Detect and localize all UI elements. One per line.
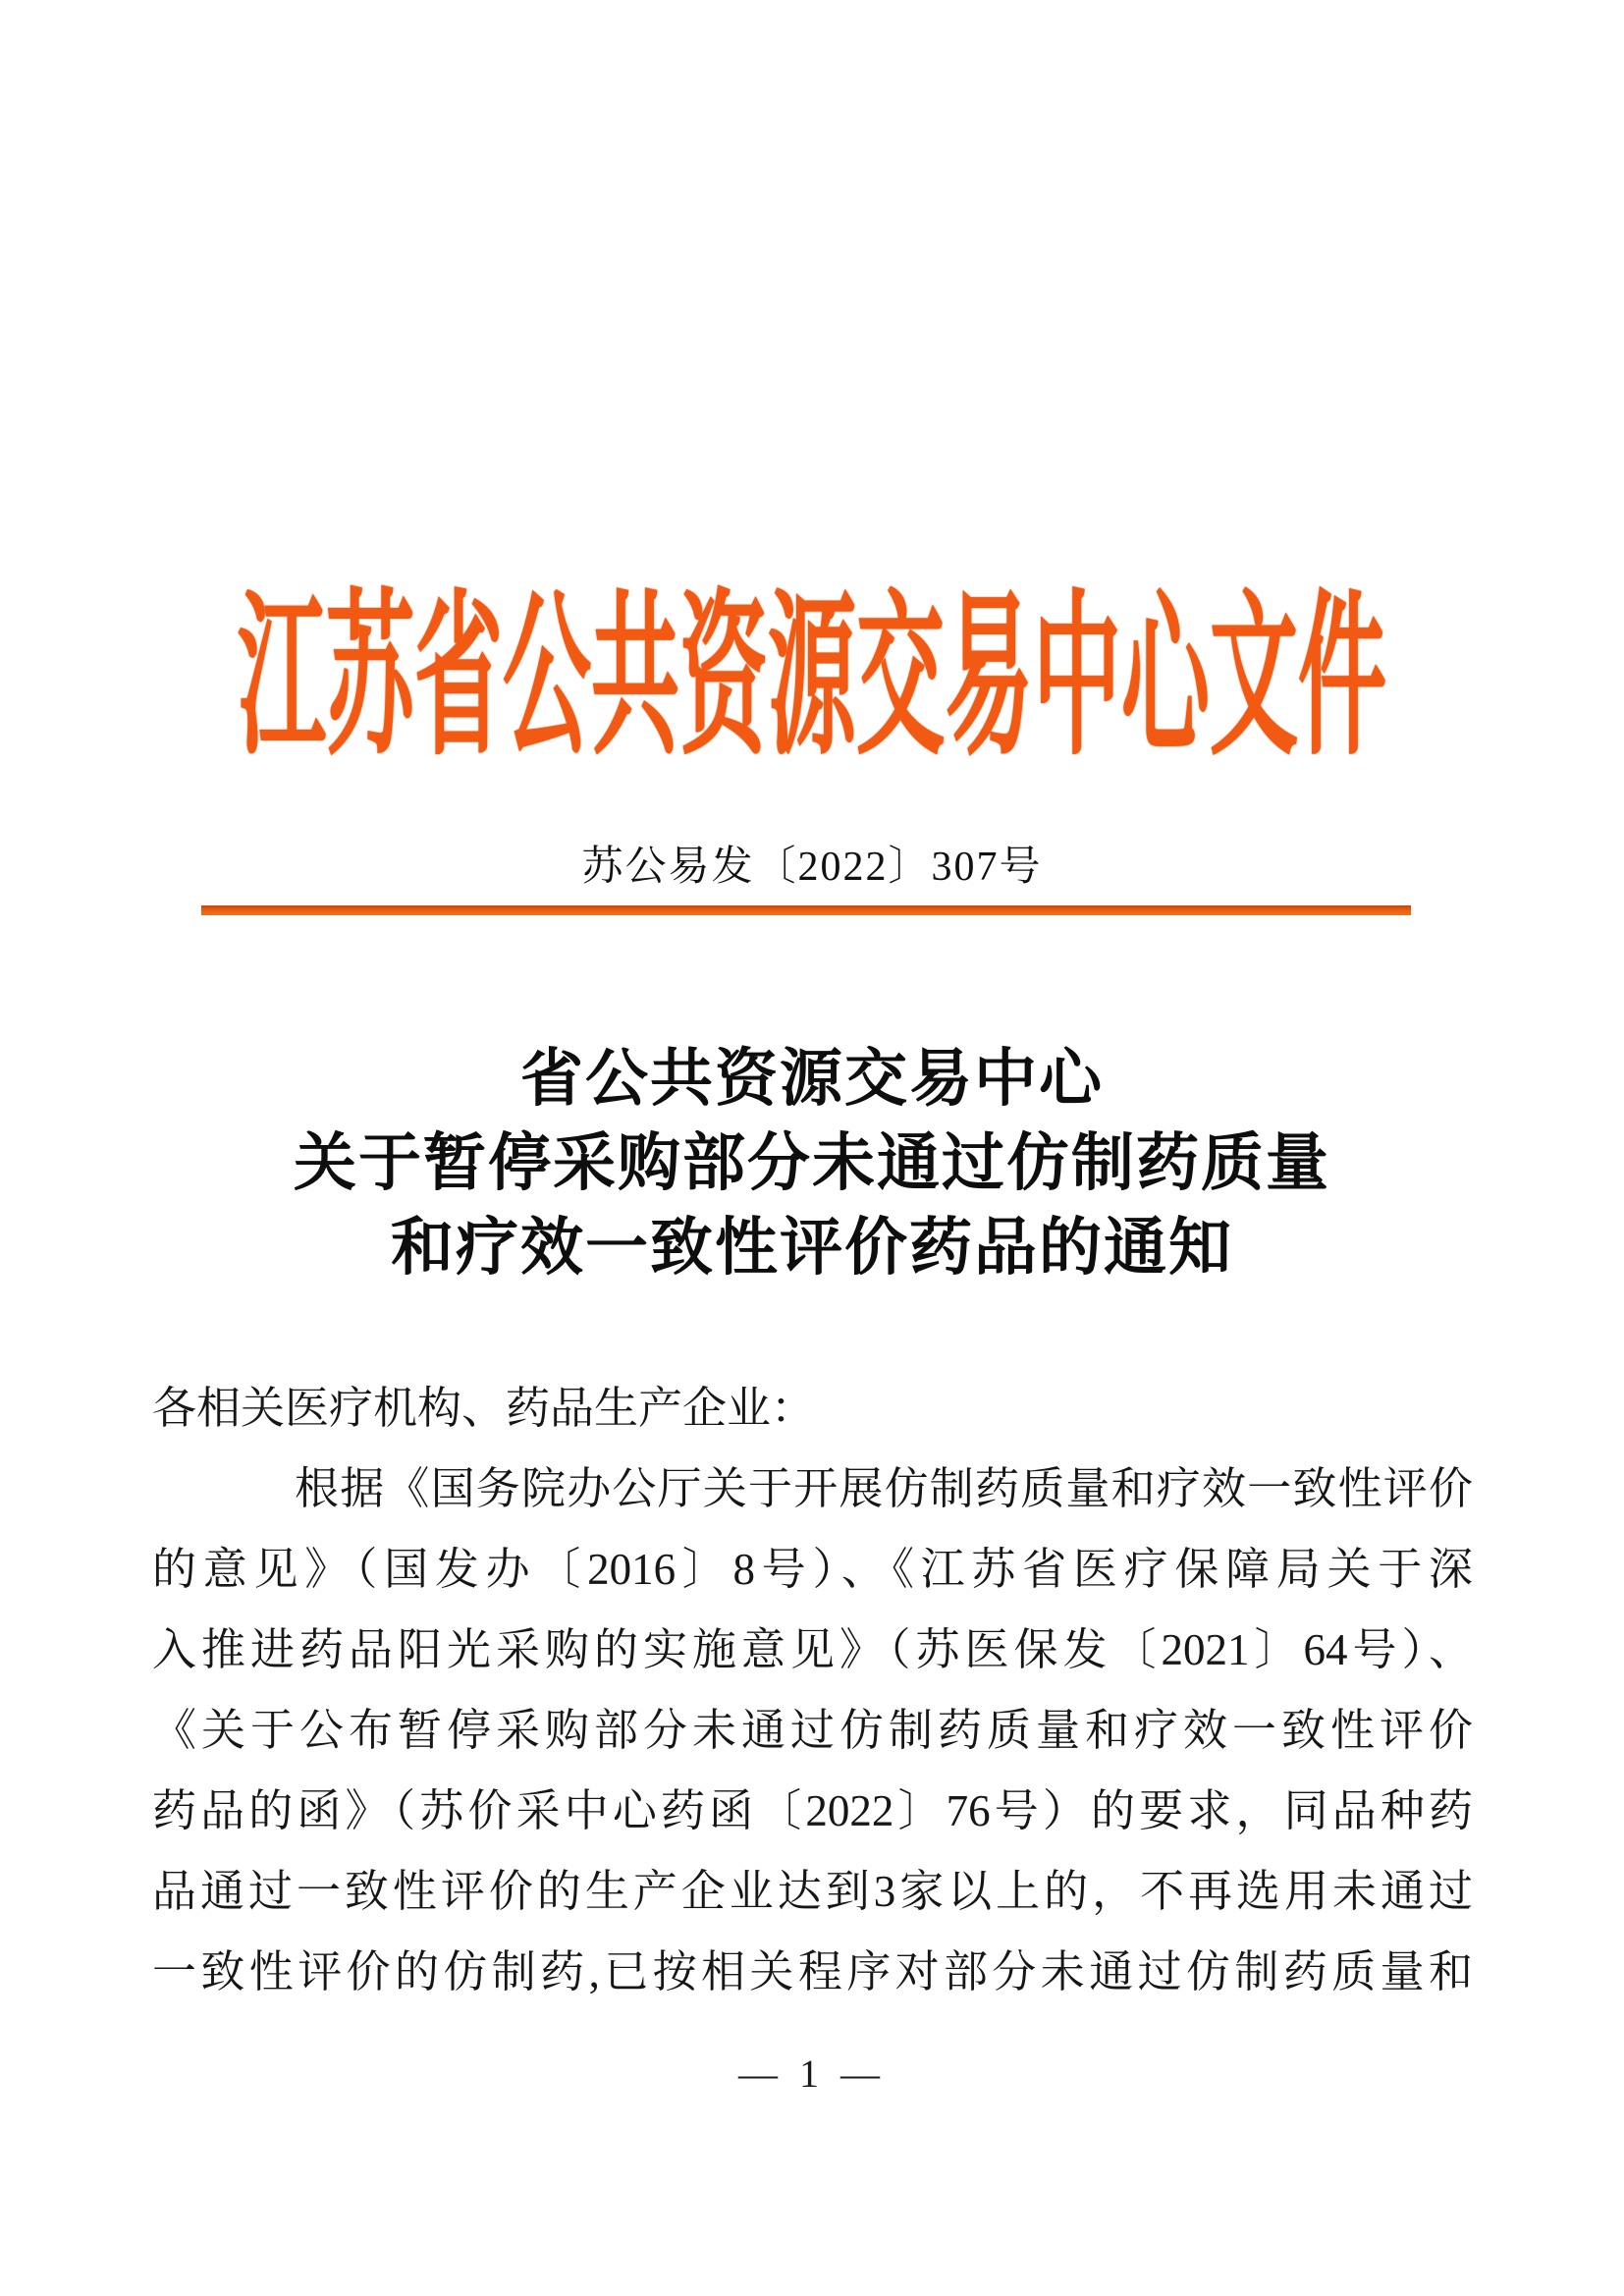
banner-title-text: 江苏省公共资源交易中心文件	[238, 582, 1386, 777]
header-divider-rule	[201, 905, 1411, 915]
notice-title-line2: 关于暂停采购部分未通过仿制药质量	[294, 1128, 1330, 1198]
body-line: 品通过一致性评价的生产企业达到3家以上的，不再选用未通过	[152, 1867, 1473, 1916]
banner-title	[0, 533, 1624, 777]
notice-title	[0, 1037, 1624, 1290]
notice-title-line1: 省公共资源交易中心	[520, 1044, 1104, 1114]
page-number: — 1 —	[738, 2051, 886, 2096]
body-line: 《关于公布暂停采购部分未通过仿制药质量和疗效一致性评价	[152, 1706, 1473, 1755]
document-number: 苏公易发〔2022〕307号	[581, 845, 1043, 890]
body-line: 入推进药品阳光采购的实施意见》（苏医保发〔2021〕64号）、	[152, 1625, 1473, 1674]
notice-title-line3: 和疗效一致性评价药品的通知	[391, 1213, 1233, 1283]
body-line: 药品的函》（苏价采中心药函〔2022〕76号）的要求，同品种药	[152, 1786, 1473, 1835]
salutation-line: 各相关医疗机构、药品生产企业：	[152, 1384, 816, 1433]
body-line: 根据《国务院办公厅关于开展仿制药质量和疗效一致性评价	[295, 1464, 1473, 1513]
body-text	[152, 1368, 1473, 2012]
body-line: 的意见》（国发办〔2016〕8号）、《江苏省医疗保障局关于深	[152, 1545, 1473, 1594]
body-line: 一致性评价的仿制药,已按相关程序对部分未通过仿制药质量和	[152, 1947, 1473, 1996]
